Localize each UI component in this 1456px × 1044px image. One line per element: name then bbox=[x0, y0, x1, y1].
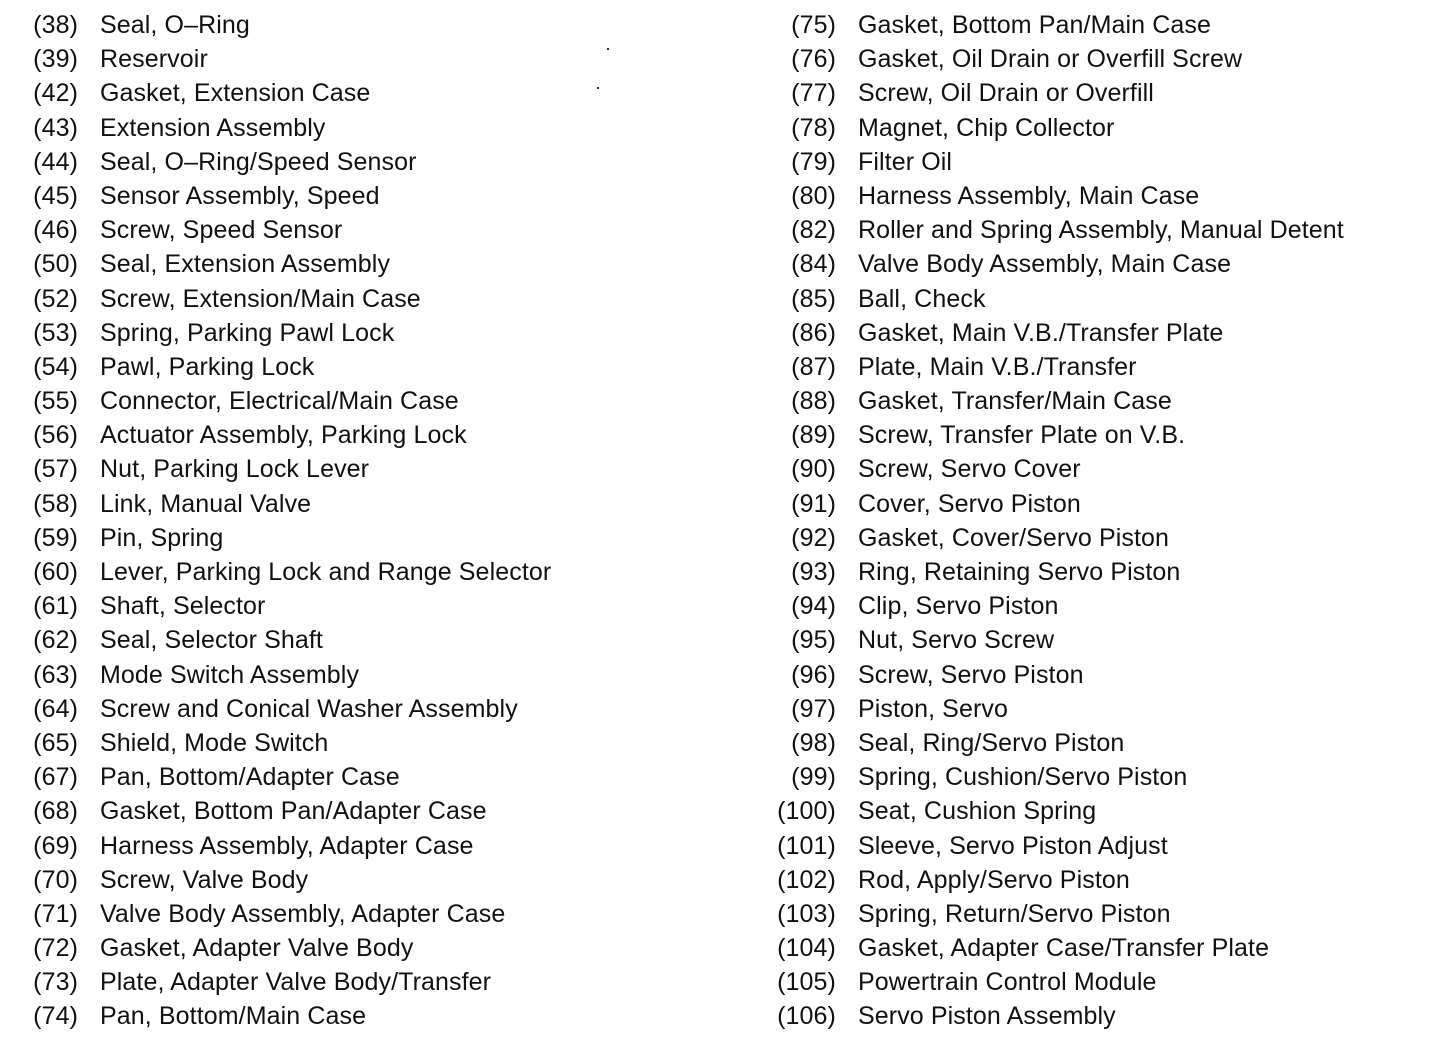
part-number: (95) bbox=[791, 626, 836, 655]
part-description: Screw, Oil Drain or Overfill bbox=[858, 79, 1154, 108]
parts-list-item bbox=[760, 863, 1450, 897]
part-description: Reservoir bbox=[100, 45, 208, 74]
part-number: (96) bbox=[791, 660, 836, 689]
part-description: Connector, Electrical/Main Case bbox=[100, 387, 459, 416]
part-number: (61) bbox=[33, 592, 78, 621]
parts-list-item bbox=[0, 418, 720, 452]
part-number: (78) bbox=[791, 113, 836, 142]
part-description: Lever, Parking Lock and Range Selector bbox=[100, 558, 552, 586]
part-description: Clip, Servo Piston bbox=[858, 592, 1059, 621]
parts-list-item bbox=[760, 384, 1450, 418]
parts-list-item bbox=[760, 623, 1450, 657]
part-number: (45) bbox=[33, 181, 78, 210]
parts-list-item bbox=[0, 452, 720, 486]
parts-list-item bbox=[760, 829, 1450, 863]
part-description: Gasket, Cover/Servo Piston bbox=[858, 523, 1170, 552]
parts-list-item bbox=[0, 350, 720, 384]
parts-list-right bbox=[760, 8, 1450, 1034]
part-number: (69) bbox=[33, 831, 78, 860]
parts-list-item bbox=[0, 384, 720, 418]
parts-list-item bbox=[760, 213, 1450, 247]
part-description: Spring, Cushion/Servo Piston bbox=[858, 763, 1188, 792]
part-number: (102) bbox=[777, 865, 836, 894]
part-description: Ball, Check bbox=[858, 284, 986, 313]
part-description: Harness Assembly, Main Case bbox=[858, 181, 1200, 210]
part-number: (38) bbox=[33, 11, 78, 39]
part-number: (92) bbox=[791, 523, 836, 552]
parts-list-item bbox=[0, 794, 720, 828]
part-description: Mode Switch Assembly bbox=[100, 660, 360, 689]
part-number: (55) bbox=[33, 387, 78, 416]
part-description: Shaft, Selector bbox=[100, 592, 266, 621]
part-number: (72) bbox=[33, 934, 78, 963]
part-number: (50) bbox=[33, 250, 78, 279]
parts-list-item bbox=[0, 213, 720, 247]
part-description: Sensor Assembly, Speed bbox=[100, 181, 380, 210]
parts-list-item bbox=[0, 111, 720, 145]
part-description: Seal, Ring/Servo Piston bbox=[858, 728, 1125, 757]
part-description: Gasket, Oil Drain or Overfill Screw bbox=[858, 45, 1243, 74]
parts-list-item bbox=[0, 965, 720, 999]
parts-list-item bbox=[0, 42, 720, 76]
part-number: (90) bbox=[791, 455, 836, 484]
parts-list-item bbox=[760, 350, 1450, 384]
part-description: Seat, Cushion Spring bbox=[858, 797, 1097, 826]
part-number: (82) bbox=[791, 216, 836, 245]
part-description: Pan, Bottom/Adapter Case bbox=[100, 763, 400, 792]
part-description: Spring, Return/Servo Piston bbox=[858, 899, 1171, 928]
part-description: Powertrain Control Module bbox=[858, 968, 1157, 997]
part-description: Cover, Servo Piston bbox=[858, 489, 1081, 518]
part-description: Nut, Parking Lock Lever bbox=[100, 455, 370, 484]
part-description: Valve Body Assembly, Adapter Case bbox=[100, 899, 506, 928]
parts-list-item bbox=[760, 282, 1450, 316]
parts-list-item bbox=[760, 316, 1450, 350]
part-number: (63) bbox=[33, 660, 78, 689]
part-number: (88) bbox=[791, 387, 836, 416]
parts-list-item bbox=[0, 829, 720, 863]
parts-list-item bbox=[0, 623, 720, 657]
part-number: (59) bbox=[33, 523, 78, 552]
parts-list-item bbox=[760, 145, 1450, 179]
part-number: (105) bbox=[777, 968, 836, 997]
part-description: Screw, Valve Body bbox=[100, 865, 309, 894]
part-description: Filter Oil bbox=[858, 147, 953, 176]
part-description: Rod, Apply/Servo Piston bbox=[858, 865, 1130, 894]
part-description: Gasket, Extension Case bbox=[100, 79, 371, 108]
parts-list-item bbox=[0, 658, 720, 692]
part-number: (103) bbox=[777, 899, 836, 928]
part-number: (89) bbox=[791, 421, 836, 450]
parts-list-item bbox=[760, 589, 1450, 623]
part-description: Spring, Parking Pawl Lock bbox=[100, 318, 395, 347]
parts-list-item bbox=[0, 897, 720, 931]
part-number: (94) bbox=[791, 592, 836, 621]
part-number: (86) bbox=[791, 318, 836, 347]
part-number: (60) bbox=[33, 558, 78, 586]
scan-speck bbox=[597, 87, 599, 89]
part-description: Shield, Mode Switch bbox=[100, 728, 329, 757]
part-description: Nut, Servo Screw bbox=[858, 626, 1055, 655]
parts-list-item bbox=[0, 999, 720, 1033]
part-number: (104) bbox=[777, 934, 836, 963]
part-description: Gasket, Adapter Case/Transfer Plate bbox=[858, 934, 1270, 963]
part-number: (58) bbox=[33, 489, 78, 518]
part-number: (54) bbox=[33, 352, 78, 381]
part-description: Screw, Transfer Plate on V.B. bbox=[858, 421, 1186, 450]
part-description: Seal, Extension Assembly bbox=[100, 250, 391, 279]
parts-list-item bbox=[0, 76, 720, 110]
parts-list-item bbox=[0, 145, 720, 179]
parts-list-item bbox=[0, 760, 720, 794]
parts-list-item bbox=[760, 111, 1450, 145]
part-number: (53) bbox=[33, 318, 78, 347]
part-description: Ring, Retaining Servo Piston bbox=[858, 558, 1181, 586]
part-description: Piston, Servo bbox=[858, 694, 1008, 723]
parts-list-item bbox=[760, 760, 1450, 794]
parts-list-item bbox=[760, 487, 1450, 521]
part-number: (91) bbox=[791, 489, 836, 518]
part-description: Harness Assembly, Adapter Case bbox=[100, 831, 474, 860]
part-description: Valve Body Assembly, Main Case bbox=[858, 250, 1232, 279]
parts-list-item bbox=[760, 692, 1450, 726]
parts-list-item bbox=[0, 863, 720, 897]
part-description: Seal, O–Ring bbox=[100, 11, 250, 39]
parts-list-item bbox=[760, 965, 1450, 999]
parts-list-item bbox=[0, 726, 720, 760]
part-number: (65) bbox=[33, 728, 78, 757]
part-number: (64) bbox=[33, 694, 78, 723]
part-number: (56) bbox=[33, 421, 78, 450]
parts-list-item bbox=[0, 521, 720, 555]
part-number: (43) bbox=[33, 113, 78, 142]
parts-list-item bbox=[760, 8, 1450, 42]
part-number: (57) bbox=[33, 455, 78, 484]
parts-list-item bbox=[760, 658, 1450, 692]
parts-list-item bbox=[760, 418, 1450, 452]
part-number: (42) bbox=[33, 79, 78, 108]
part-number: (84) bbox=[791, 250, 836, 279]
part-number: (79) bbox=[791, 147, 836, 176]
part-number: (85) bbox=[791, 284, 836, 313]
parts-list-item bbox=[760, 555, 1450, 589]
part-description: Gasket, Main V.B./Transfer Plate bbox=[858, 318, 1224, 347]
part-description: Magnet, Chip Collector bbox=[858, 113, 1115, 142]
part-number: (75) bbox=[791, 11, 836, 39]
part-description: Actuator Assembly, Parking Lock bbox=[100, 421, 467, 450]
parts-list-item bbox=[760, 794, 1450, 828]
parts-list-item bbox=[760, 521, 1450, 555]
parts-list-item bbox=[760, 452, 1450, 486]
parts-list-left bbox=[0, 8, 720, 1034]
part-number: (67) bbox=[33, 763, 78, 792]
part-number: (68) bbox=[33, 797, 78, 826]
part-description: Gasket, Transfer/Main Case bbox=[858, 387, 1172, 416]
part-number: (99) bbox=[791, 763, 836, 792]
part-number: (74) bbox=[33, 1002, 78, 1031]
part-description: Servo Piston Assembly bbox=[858, 1002, 1116, 1031]
part-number: (44) bbox=[33, 147, 78, 176]
part-description: Sleeve, Servo Piston Adjust bbox=[858, 831, 1168, 860]
parts-list-item bbox=[760, 931, 1450, 965]
part-number: (76) bbox=[791, 45, 836, 74]
part-number: (70) bbox=[33, 865, 78, 894]
parts-list-item bbox=[0, 692, 720, 726]
parts-list-item bbox=[760, 999, 1450, 1033]
part-description: Gasket, Bottom Pan/Main Case bbox=[858, 11, 1211, 39]
part-description: Pawl, Parking Lock bbox=[100, 352, 315, 381]
parts-list-item bbox=[760, 42, 1450, 76]
part-description: Gasket, Bottom Pan/Adapter Case bbox=[100, 797, 487, 826]
part-description: Screw, Servo Cover bbox=[858, 455, 1081, 484]
parts-list-item bbox=[0, 8, 720, 42]
parts-list-item bbox=[0, 487, 720, 521]
part-number: (106) bbox=[777, 1002, 836, 1031]
part-description: Seal, Selector Shaft bbox=[100, 626, 323, 655]
part-number: (93) bbox=[791, 558, 836, 586]
part-number: (71) bbox=[33, 899, 78, 928]
part-number: (97) bbox=[791, 694, 836, 723]
part-number: (101) bbox=[777, 831, 836, 860]
parts-list-item bbox=[760, 76, 1450, 110]
parts-list-item bbox=[760, 247, 1450, 281]
part-number: (77) bbox=[791, 79, 836, 108]
part-number: (98) bbox=[791, 728, 836, 757]
parts-list-item bbox=[760, 179, 1450, 213]
parts-list-item bbox=[0, 179, 720, 213]
part-description: Screw, Servo Piston bbox=[858, 660, 1084, 689]
part-number: (100) bbox=[777, 797, 836, 826]
part-description: Roller and Spring Assembly, Manual Detent bbox=[858, 216, 1344, 245]
part-description: Plate, Main V.B./Transfer bbox=[858, 352, 1137, 381]
part-number: (39) bbox=[33, 45, 78, 74]
part-description: Screw, Extension/Main Case bbox=[100, 284, 421, 313]
parts-list-item bbox=[760, 897, 1450, 931]
parts-list-item bbox=[0, 931, 720, 965]
part-description: Gasket, Adapter Valve Body bbox=[100, 934, 414, 963]
parts-list-item bbox=[0, 555, 720, 589]
part-description: Pin, Spring bbox=[100, 523, 224, 552]
part-number: (87) bbox=[791, 352, 836, 381]
parts-list-item bbox=[0, 247, 720, 281]
part-number: (73) bbox=[33, 968, 78, 997]
parts-list-item bbox=[0, 316, 720, 350]
part-description: Screw, Speed Sensor bbox=[100, 216, 343, 245]
part-number: (80) bbox=[791, 181, 836, 210]
part-description: Screw and Conical Washer Assembly bbox=[100, 694, 518, 723]
part-number: (52) bbox=[33, 284, 78, 313]
part-description: Plate, Adapter Valve Body/Transfer bbox=[100, 968, 492, 997]
part-number: (46) bbox=[33, 216, 78, 245]
part-description: Seal, O–Ring/Speed Sensor bbox=[100, 147, 417, 176]
part-description: Extension Assembly bbox=[100, 113, 326, 142]
scan-speck bbox=[607, 48, 609, 50]
part-number: (62) bbox=[33, 626, 78, 655]
part-description: Link, Manual Valve bbox=[100, 489, 312, 518]
parts-list-item bbox=[0, 589, 720, 623]
part-description: Pan, Bottom/Main Case bbox=[100, 1002, 367, 1031]
parts-list-item bbox=[760, 726, 1450, 760]
parts-list-item bbox=[0, 282, 720, 316]
